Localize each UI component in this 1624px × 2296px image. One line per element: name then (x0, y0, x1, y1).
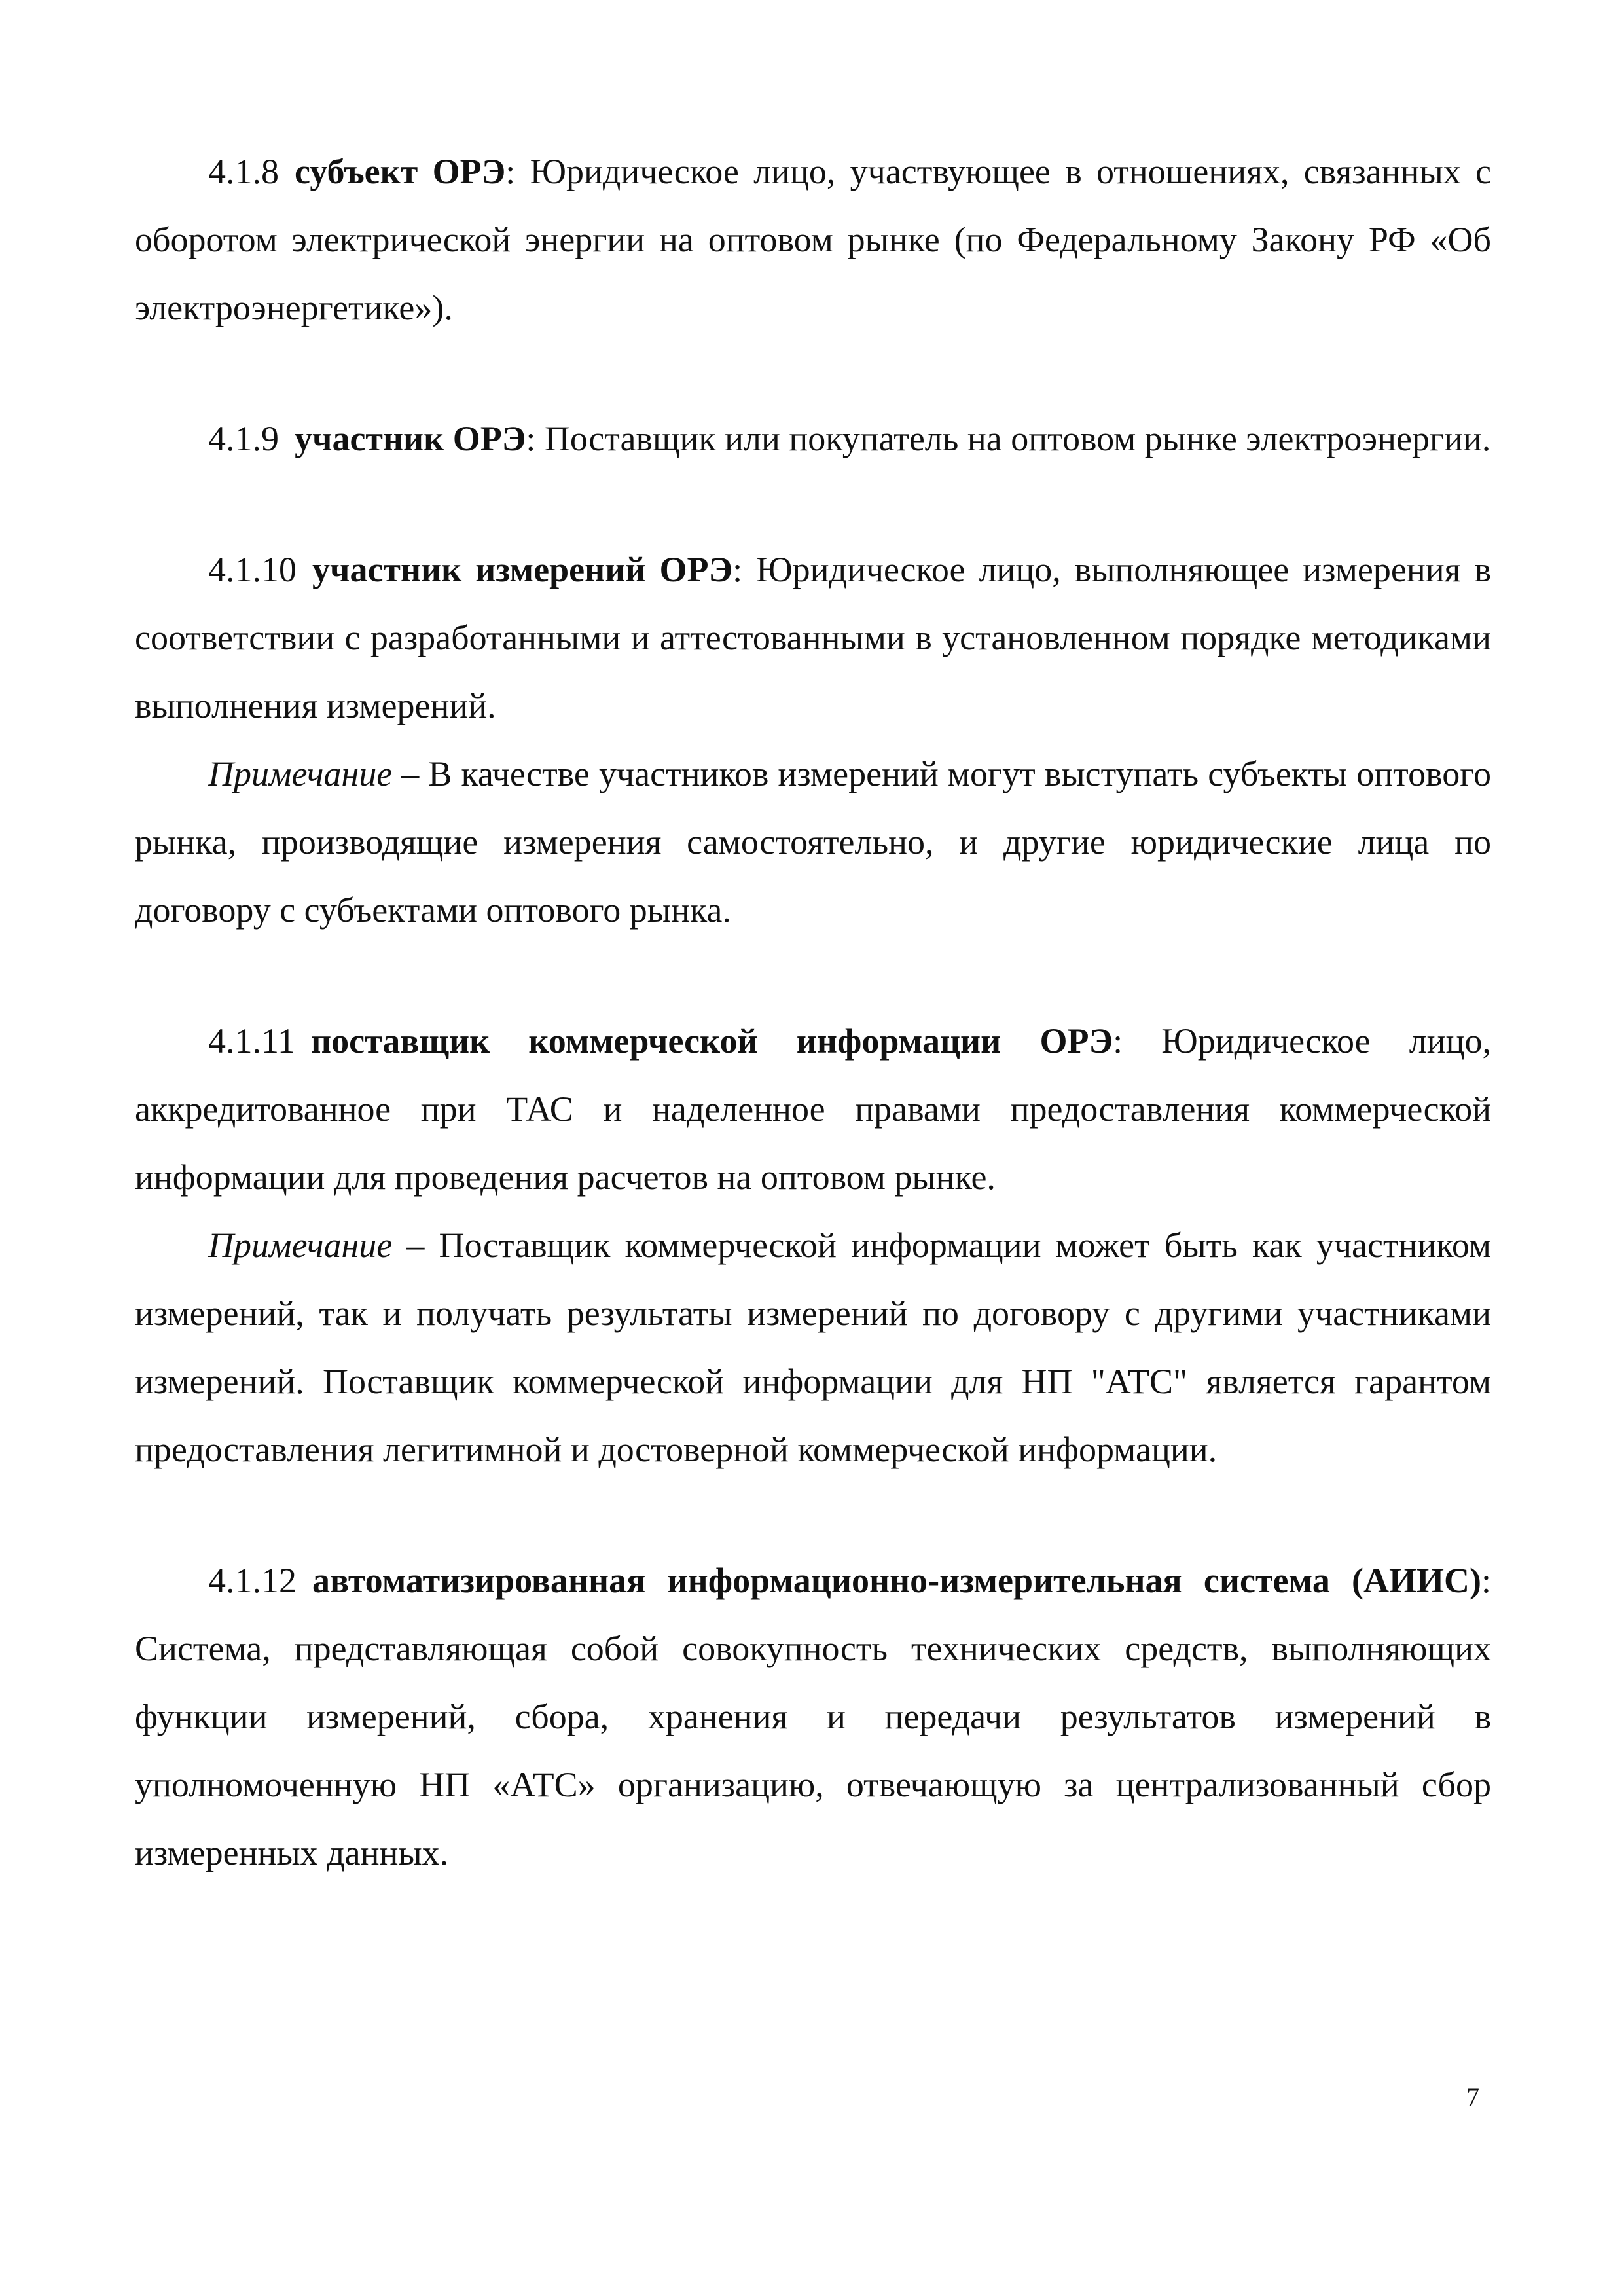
note-text: – Поставщик коммерческой информации может быть как участником измерений, так и получать результаты измерений по договору с другими участниками измерений. Поставщик коммерческой информации для НП "АТС" является гарантом предоставления легитимной и достоверной коммерческой информации. (135, 1226, 1491, 1469)
definition-text: : Юридическое лицо, участвующее в отношениях, связанных с оборотом электрической энергии на оптовом рынке (по Федеральному Закону РФ «Об электроэнергетике»). (135, 152, 1491, 327)
clause-number: 4.1.9 (208, 419, 279, 458)
definition-text: : Юридическое лицо, выполняющее измерения в соответствии с разработанными и аттестованными в установленном порядке методиками выполнения измерений. (135, 550, 1491, 725)
term: субъект ОРЭ (295, 152, 506, 191)
document-page (135, 137, 1491, 1887)
note-label: Примечание (208, 754, 393, 793)
clause-number: 4.1.11 (208, 1021, 295, 1061)
note-label: Примечание (208, 1226, 393, 1265)
clause-number: 4.1.12 (208, 1561, 297, 1600)
definition-4-1-9 (135, 405, 1491, 473)
definition-text: : Система, представляющая собой совокупность технических средств, выполняющих функции измерений, сбора, хранения и передачи результатов измерений в уполномоченную НП «АТС» организацию, отвечающую за централизованный сбор измеренных данных. (135, 1561, 1491, 1872)
page-number: 7 (1466, 2083, 1479, 2112)
definition-4-1-11 (135, 1007, 1491, 1211)
definition-4-1-8 (135, 137, 1491, 342)
definition-4-1-10 (135, 536, 1491, 740)
clause-number: 4.1.8 (208, 152, 279, 191)
term: участник измерений ОРЭ (312, 550, 733, 589)
note-text: – В качестве участников измерений могут выступать субъекты оптового рынка, производящие измерения самостоятельно, и другие юридические лица по договору с субъектами оптового рынка. (135, 754, 1491, 930)
definition-text: : Поставщик или покупатель на оптовом рынке электроэнергии. (526, 419, 1491, 458)
definition-text: : Юридическое лицо, аккредитованное при ТАС и наделенное правами предоставления коммерческой информации для проведения расчетов на оптовом рынке. (135, 1021, 1491, 1197)
definition-4-1-12 (135, 1546, 1491, 1887)
clause-number: 4.1.10 (208, 550, 297, 589)
note-4-1-10 (135, 740, 1491, 944)
note-4-1-11 (135, 1211, 1491, 1484)
term: автоматизированная информационно-измерительная система (АИИС) (312, 1561, 1481, 1600)
term: участник ОРЭ (295, 419, 526, 458)
term: поставщик коммерческой информации ОРЭ (311, 1021, 1113, 1061)
